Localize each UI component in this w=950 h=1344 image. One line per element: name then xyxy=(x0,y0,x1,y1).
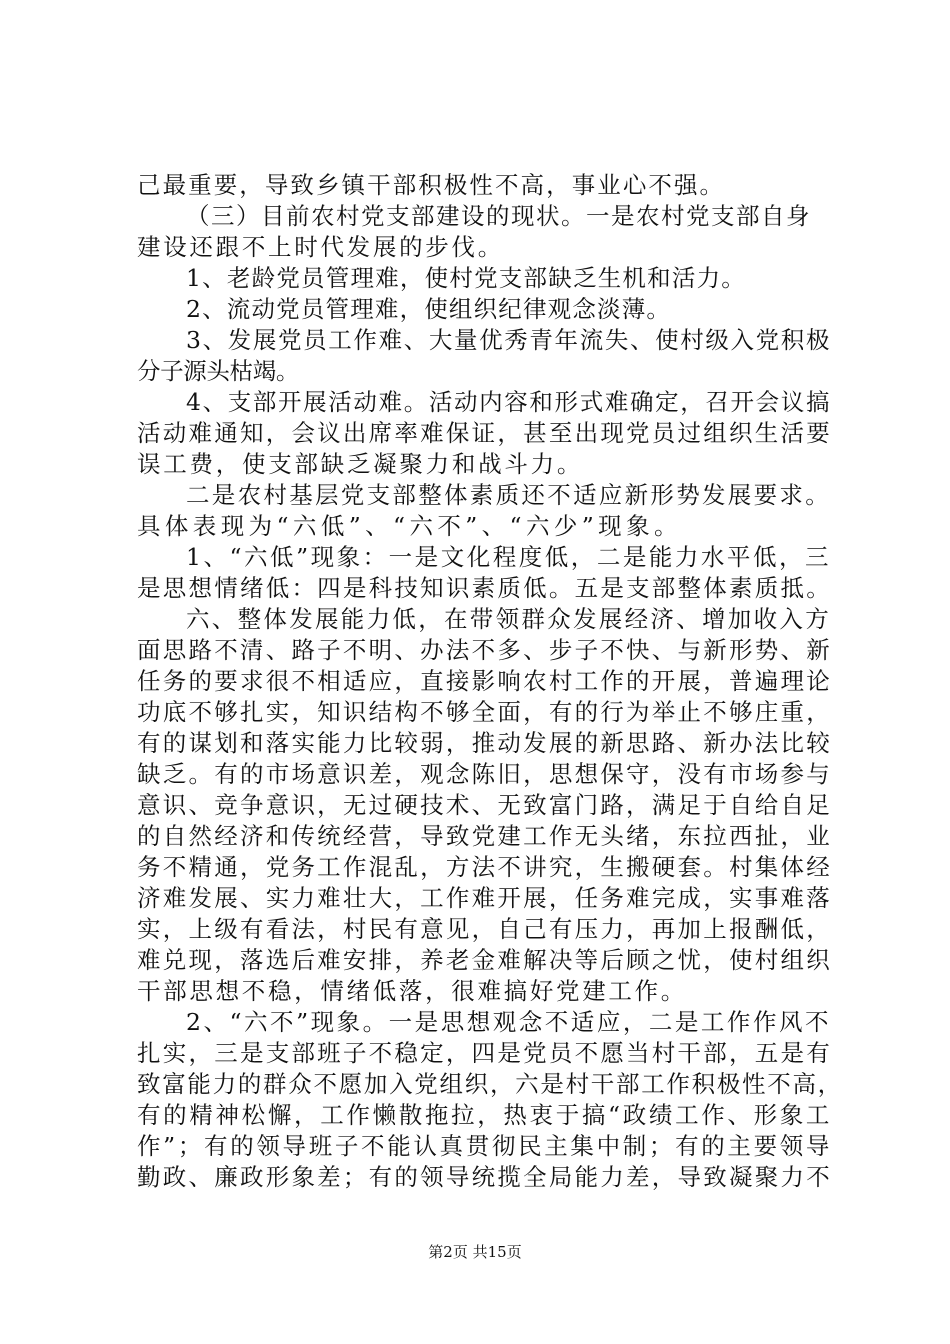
text-line xyxy=(0,726,950,760)
text-line xyxy=(0,633,950,667)
text-line xyxy=(0,1036,950,1070)
text-line-content: （三）目前农村党支部建设的现状。一是农村党支部自身 xyxy=(186,202,811,230)
text-line-content: 有的精神松懈，工作懒散拖拉，热衷于搞“政绩工作、形象工 xyxy=(137,1101,833,1129)
text-line-content: 是思想情绪低：四是科技知识素质低。五是支部整体素质抵。 xyxy=(137,574,832,602)
text-line-content: 干部思想不稳，情绪低落，很难搞好党建工作。 xyxy=(137,977,687,1005)
text-line-content: 面思路不清、路子不明、办法不多、步子不快、与新形势、新 xyxy=(137,636,832,664)
text-line-content: 建设还跟不上时代发展的步伐。 xyxy=(137,233,504,261)
text-line xyxy=(0,1067,950,1101)
text-line-content: 扎实，三是支部班子不稳定，四是党员不愿当村干部，五是有 xyxy=(137,1039,832,1067)
text-line xyxy=(0,757,950,791)
text-line-content: 二是农村基层党支部整体素质还不适应新形势发展要求。 xyxy=(186,481,831,509)
text-line xyxy=(0,788,950,822)
text-line xyxy=(0,1005,950,1039)
text-line xyxy=(0,664,950,698)
text-line-content: 有的谋划和落实能力比较弱，推动发展的新思路、新办法比较 xyxy=(137,729,832,757)
text-line-content: 任务的要求很不相适应，直接影响农村工作的开展，普遍理论 xyxy=(137,667,832,695)
text-line-content: 勤政、廉政形象差；有的领导统揽全局能力差，导致凝聚力不 xyxy=(137,1163,832,1191)
text-line-content: 的自然经济和传统经营，导致党建工作无头绪，东拉西扯，业 xyxy=(137,822,832,850)
text-line xyxy=(0,602,950,636)
text-line-content: 1、“六低”现象：一是文化程度低，二是能力水平低，三 xyxy=(186,543,831,571)
text-line xyxy=(0,292,950,326)
text-line-content: 3、发展党员工作难、大量优秀青年流失、使村级入党积极 xyxy=(186,326,832,354)
text-line xyxy=(0,168,950,202)
text-line-content: 分子源头枯竭。 xyxy=(137,357,299,385)
text-line-content: 误工费，使支部缺乏凝聚力和战斗力。 xyxy=(137,450,584,478)
text-line-content: 难兑现，落选后难安排，养老金难解决等后顾之忧，使村组织 xyxy=(137,946,832,974)
text-line xyxy=(0,819,950,853)
text-line xyxy=(0,230,950,264)
text-line xyxy=(0,1160,950,1194)
text-line xyxy=(0,912,950,946)
text-line xyxy=(0,695,950,729)
text-line-content: 具体表现为“六低”、“六不”、“六少”现象。 xyxy=(137,512,682,540)
text-line xyxy=(0,571,950,605)
text-line-content: 济难发展、实力难壮大，工作难开展，任务难完成，实事难落 xyxy=(137,884,832,912)
text-line-content: 致富能力的群众不愿加入党组织，六是村干部工作积极性不高， xyxy=(137,1070,843,1098)
text-line xyxy=(0,447,950,481)
text-line xyxy=(0,974,950,1008)
text-line xyxy=(0,540,950,574)
text-line-content: 1、老龄党员管理难，使村党支部缺乏生机和活力。 xyxy=(186,264,747,292)
text-line-content: 4、支部开展活动难。活动内容和形式难确定，召开会议搞 xyxy=(186,388,832,416)
text-line xyxy=(0,1098,950,1132)
text-line-content: 意识、竞争意识，无过硬技术、无致富门路，满足于自给自足 xyxy=(137,791,832,819)
text-line xyxy=(0,1129,950,1163)
text-line-content: 六、整体发展能力低，在带领群众发展经济、增加收入方 xyxy=(186,605,831,633)
text-line-content: 务不精通，党务工作混乱，方法不讲究，生搬硬套。村集体经 xyxy=(137,853,832,881)
text-line-content: 2、“六不”现象。一是思想观念不适应，二是工作作风不 xyxy=(186,1008,831,1036)
text-line xyxy=(0,323,950,357)
text-line xyxy=(0,509,950,543)
text-line xyxy=(0,943,950,977)
text-line xyxy=(0,199,950,233)
text-line-content: 己最重要，导致乡镇干部积极性不高，事业心不强。 xyxy=(137,171,726,199)
text-line xyxy=(0,478,950,512)
text-line xyxy=(0,385,950,419)
text-line xyxy=(0,354,950,388)
text-line-content: 2、流动党员管理难，使组织纪律观念淡薄。 xyxy=(186,295,672,323)
text-line xyxy=(0,261,950,295)
text-line xyxy=(0,881,950,915)
text-line-content: 缺乏。有的市场意识差，观念陈旧，思想保守，没有市场参与 xyxy=(137,760,832,788)
text-line xyxy=(0,850,950,884)
page-number-footer: 第2页 共15页 xyxy=(428,1243,522,1261)
text-line xyxy=(0,416,950,450)
text-line-content: 实，上级有看法，村民有意见，自己有压力，再加上报酬低， xyxy=(137,915,832,943)
text-line-content: 作”；有的领导班子不能认真贯彻民主集中制；有的主要领导 xyxy=(137,1132,833,1160)
text-line-content: 功底不够扎实，知识结构不够全面，有的行为举止不够庄重， xyxy=(137,698,832,726)
text-line-content: 活动难通知，会议出席率难保证，甚至出现党员过组织生活要 xyxy=(137,419,832,447)
